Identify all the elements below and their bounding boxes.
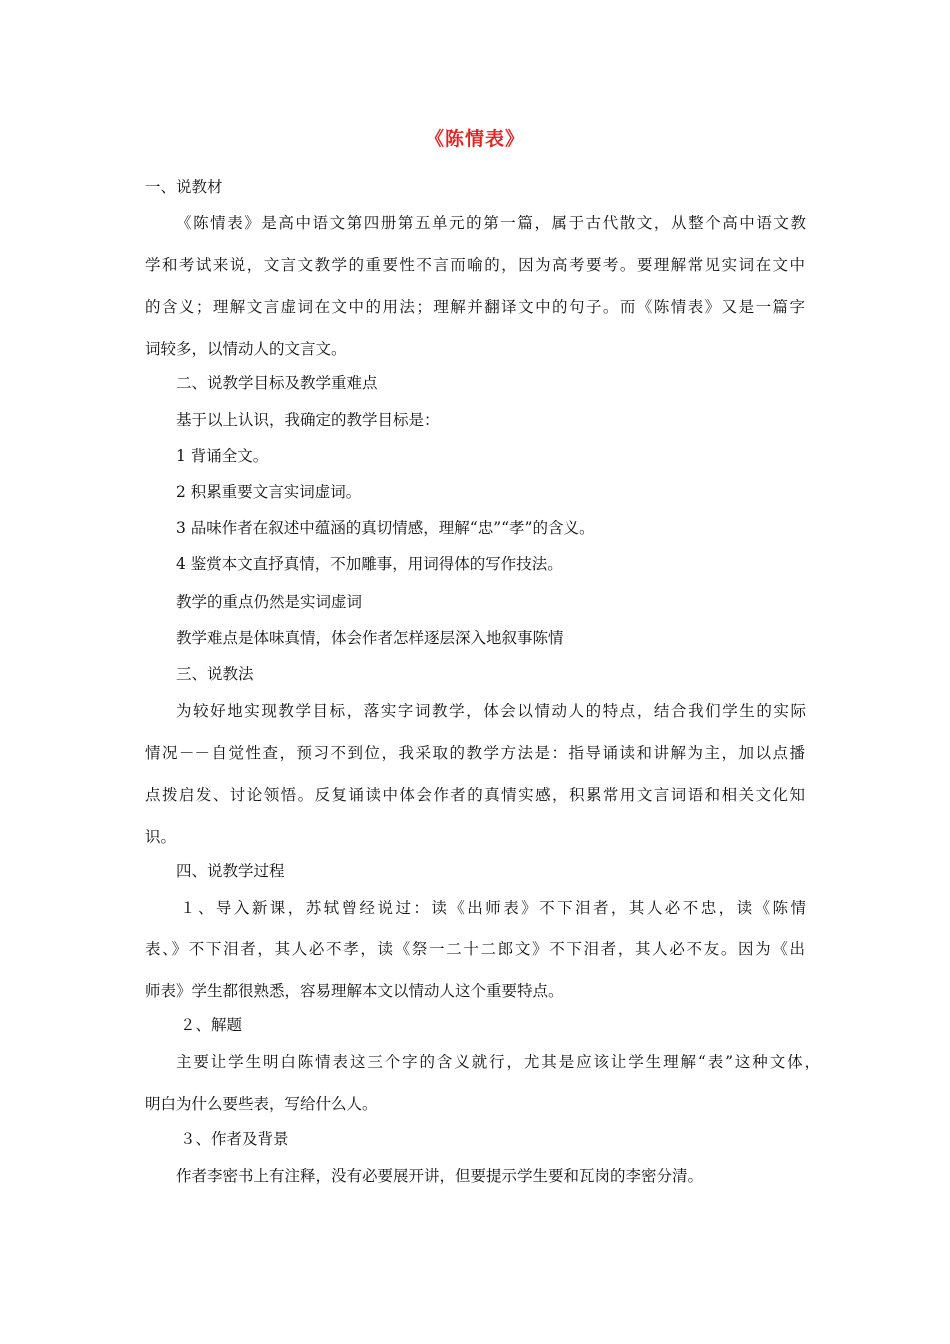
paragraph-line: 为较好地实现教学目标，落实字词教学，体会以情动人的特点，结合我们学生的实际 xyxy=(176,702,806,720)
paragraph-line: 基于以上认识，我确定的教学目标是： xyxy=(176,411,440,429)
goal-item: 2 积累重要文言实词虚词。 xyxy=(176,483,362,501)
paragraph-line: １、导入新课，苏轼曾经说过：读《出师表》不下泪者，其人必不忠，读《陈情 xyxy=(180,899,806,917)
paragraph-line: 《陈情表》是高中语文第四册第五单元的第一篇，属于古代散文，从整个高中语文教 xyxy=(176,214,806,232)
section-heading-teaching-goals: 二、说教学目标及教学重难点 xyxy=(176,374,378,392)
section-heading-teaching-material: 一、说教材 xyxy=(145,178,223,196)
paragraph-line: 师表》学生都很熟悉，容易理解本文以情动人这个重要特点。 xyxy=(145,982,564,1000)
goal-item: 1 背诵全文。 xyxy=(176,447,269,465)
paragraph-line: 的含义；理解文言虚词在文中的用法；理解并翻译文中的句子。而《陈情表》又是一篇字 xyxy=(145,298,805,316)
paragraph-line: 情况－－自觉性查，预习不到位，我采取的教学方法是：指导诵读和讲解为主，加以点播 xyxy=(145,744,805,762)
paragraph-line: 教学难点是体味真情，体会作者怎样逐层深入地叙事陈情 xyxy=(176,629,564,647)
paragraph-line: 词较多，以情动人的文言文。 xyxy=(145,340,347,358)
section-heading-teaching-process: 四、说教学过程 xyxy=(176,862,285,880)
paragraph-line: 主要让学生明白陈情表这三个字的含义就行，尤其是应该让学生理解“表”这种文体， xyxy=(176,1053,820,1071)
paragraph-line: 识。 xyxy=(145,828,177,846)
paragraph-line: 表、》不下泪者，其人必不孝，读《祭一二十二郎文》不下泪者，其人必不友。因为《出 xyxy=(145,940,805,958)
section-heading-teaching-method: 三、说教法 xyxy=(176,665,254,683)
paragraph-line: 学和考试来说，文言文教学的重要性不言而喻的，因为高考要考。要理解常见实词在文中 xyxy=(145,256,805,274)
process-step-heading: ３、作者及背景 xyxy=(180,1130,289,1148)
paragraph-line: 点拨启发、讨论领悟。反复诵读中体会作者的真情实感，积累常用文言词语和相关文化知 xyxy=(145,786,805,804)
paragraph-line: 教学的重点仍然是实词虚词 xyxy=(176,593,363,611)
paragraph-line: 明白为什么要些表，写给什么人。 xyxy=(145,1095,378,1113)
goal-item: 3 品味作者在叙述中蕴涵的真切情感，理解“忠”“孝”的含义。 xyxy=(176,519,595,537)
document-title: 《陈情表》 xyxy=(424,128,525,150)
paragraph-line: 作者李密书上有注释，没有必要展开讲，但要提示学生要和瓦岗的李密分清。 xyxy=(176,1167,704,1185)
process-step-heading: ２、解题 xyxy=(180,1016,243,1034)
goal-item: 4 鉴赏本文直抒真情，不加雕事，用词得体的写作技法。 xyxy=(176,555,563,573)
